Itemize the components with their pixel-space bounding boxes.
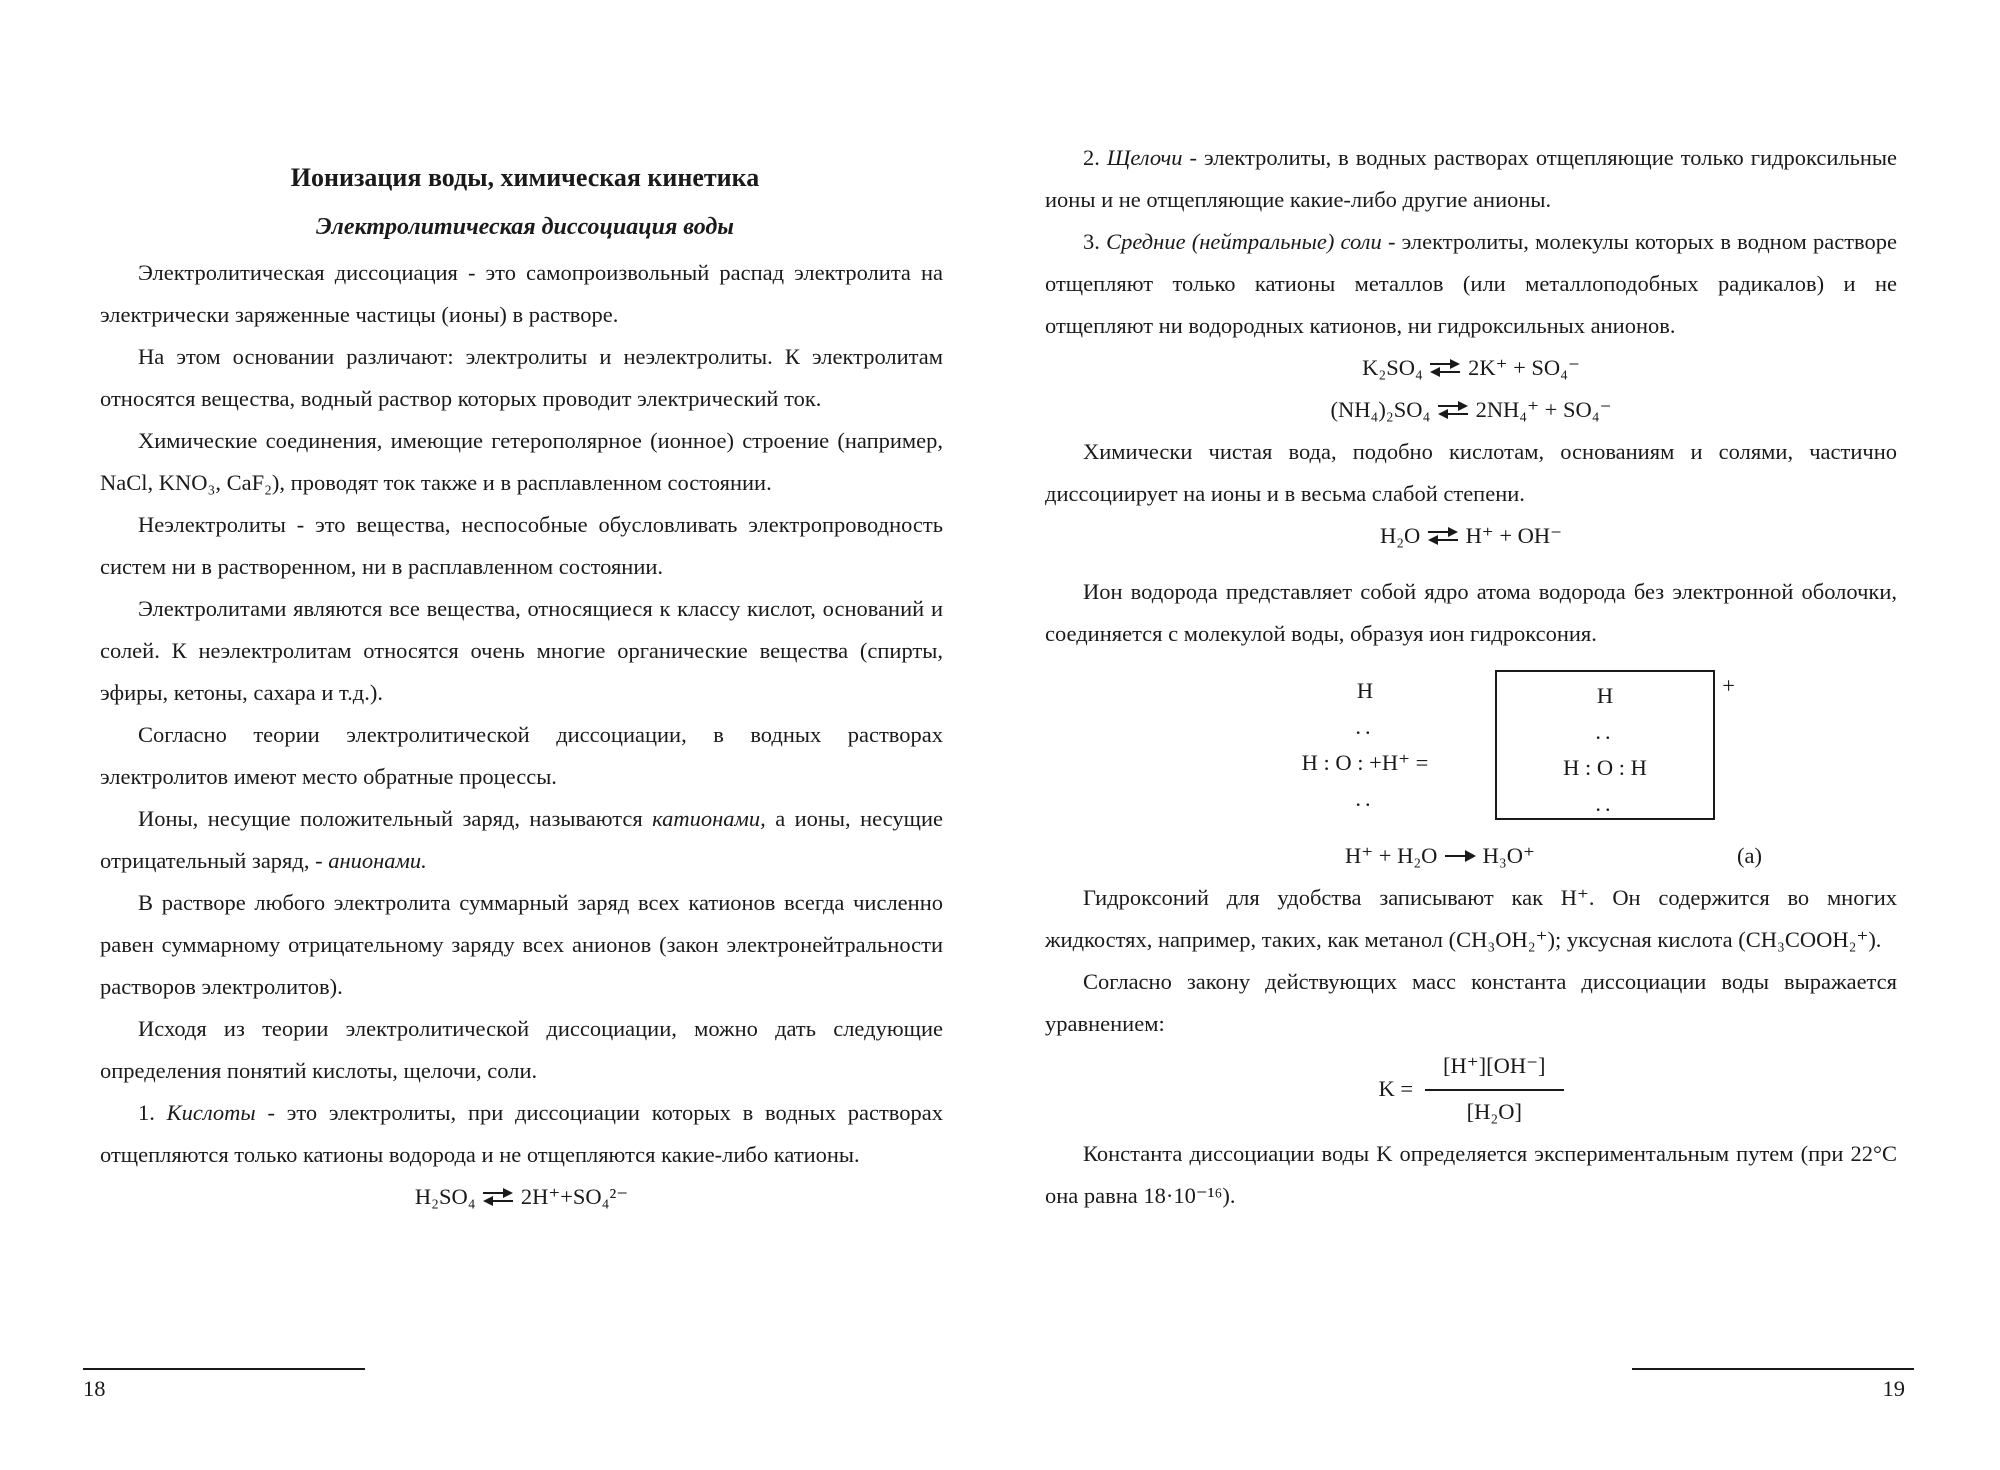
fraction <box>1425 1051 1563 1127</box>
equation-left: H₂O <box>1379 523 1421 548</box>
paragraph: Ион водорода представляет собой ядро атома водорода без электронной оболочки, соединяется с молекулой воды, образуя ион гидроксония. <box>1045 579 1897 646</box>
equation-right: 2K⁺ + SO₄⁻ <box>1468 355 1580 380</box>
equation-left: H₂SO₄ <box>414 1184 476 1209</box>
paragraph: Неэлектролиты - это вещества, неспособные обусловливать электропроводность систем ни в растворенном, ни в расплавленном состоянии. <box>100 512 943 579</box>
lone-pair-top: .. <box>1355 714 1375 739</box>
denominator: [H₂O] <box>1466 1099 1522 1124</box>
text: - электролиты, молекулы которых в водном растворе отщепляют только катионы металлов (или металлоподобных радикалов) и не отщепляют ни водородных катионов, ни гидроксильных анионов. <box>1045 229 1897 338</box>
footer-divider <box>1632 1368 1914 1370</box>
lone-pair-bottom: .. <box>1355 786 1375 811</box>
numerator: [H⁺][OH⁻] <box>1425 1051 1563 1091</box>
equilibrium-arrow-icon <box>1426 526 1460 546</box>
lone-pair-top: .. <box>1595 719 1615 744</box>
right-page <box>1000 0 2000 1470</box>
paragraph: Электролитами являются все вещества, относящиеся к классу кислот, оснований и солей. К неэлектролитам относятся очень многие органические вещества (спирты, эфиры, кетоны, сахара и т.д.). <box>100 596 943 705</box>
text: а ионы, несущие отрицательный заряд, - <box>100 806 943 873</box>
equation-nh4-2so4 <box>1045 389 1897 431</box>
term-salts: Средние (нейтральные) соли <box>1106 229 1382 254</box>
water-reaction: H : O : +H⁺ = <box>1301 750 1429 775</box>
paragraph <box>1045 221 1897 347</box>
equation-right: 2NH₄⁺ + SO₄⁻ <box>1475 397 1612 422</box>
paragraph: Исходя из теории электролитической диссоциации, можно дать следующие определения понятий кислоты, щелочи, соли. <box>100 1016 943 1083</box>
paragraph: Согласно закону действующих масс константа диссоциации воды выражается уравнением: <box>1045 969 1897 1036</box>
paragraph: Гидроксоний для удобства записывают как H⁺. Он содержится во многих жидкостях, например, таких, как метанол (CH₃OH₂⁺); уксусная кислота (CH₃COOH₂⁺). <box>1045 885 1897 952</box>
water-lewis <box>1275 673 1455 817</box>
equation-right: H⁺ + OH⁻ <box>1465 523 1563 548</box>
lone-pair-bottom: .. <box>1595 791 1615 816</box>
term-acids: Кислоты <box>166 1100 256 1125</box>
list-number: 1. <box>138 1100 167 1125</box>
paragraph: Химически чистая вода, подобно кислотам, основаниям и солями, частично диссоциирует на ионы и в весьма слабой степени. <box>1045 439 1897 506</box>
hydronium-bracket <box>1495 670 1735 820</box>
paragraph <box>100 798 943 882</box>
dissociation-constant-formula <box>1045 1051 1897 1127</box>
equilibrium-arrow-icon <box>1436 400 1470 420</box>
page-number: 18 <box>83 1376 106 1401</box>
hydrogen-top: H <box>1356 678 1374 703</box>
left-body <box>100 252 943 1218</box>
section-subtitle: Электролитическая диссоциация воды <box>316 214 734 240</box>
equation-k2so4 <box>1045 347 1897 389</box>
equation-right: H₃O⁺ <box>1482 843 1535 868</box>
equation-hydronium <box>1345 835 1897 877</box>
k-label: K = <box>1378 1076 1414 1101</box>
text: - электролиты, в водных растворах отщепляющие только гидроксильные ионы и не отщепляющие какие-либо другие анионы. <box>1045 145 1897 212</box>
right-arrow-icon <box>1443 846 1477 866</box>
term-cations: катионами, <box>652 806 766 831</box>
paragraph <box>1045 137 1897 221</box>
paragraph: Электролитическая диссоциация - это самопроизвольный распад электролита на электрически заряженные частицы (ионы) в растворе. <box>100 260 943 327</box>
lewis-structure <box>1275 655 1897 835</box>
paragraph <box>100 1092 943 1176</box>
paragraph: Согласно теории электролитической диссоциации, в водных растворах электролитов имеют место обратные процессы. <box>100 722 943 789</box>
page-number: 19 <box>1882 1376 1905 1401</box>
equation-water <box>1045 515 1897 557</box>
hydrogen-top: H <box>1596 683 1614 708</box>
equation-h2so4 <box>100 1176 943 1218</box>
paragraph: В растворе любого электролита суммарный заряд всех катионов всегда численно равен суммарному отрицательному заряду всех анионов (закон электронейтральности растворов электролитов). <box>100 890 943 999</box>
footer-divider <box>83 1368 365 1370</box>
equation-label: (a) <box>1737 843 1762 868</box>
chapter-title: Ионизация воды, химическая кинетика <box>290 163 760 192</box>
equation-left: H⁺ + H₂O <box>1345 843 1438 868</box>
right-body <box>1045 137 1897 1217</box>
list-number: 2. <box>1083 145 1107 170</box>
paragraph: Химические соединения, имеющие гетерополярное (ионное) строение (например, NaCl, KNO₃, CaF₂), проводят ток также и в расплавленном состоянии. <box>100 428 943 495</box>
equilibrium-arrow-icon <box>481 1187 515 1207</box>
text: Ионы, несущие положительный заряд, называются <box>138 806 653 831</box>
term-anions: анионами. <box>328 848 427 873</box>
paragraph: Константа диссоциации воды K определяется экспериментальным путем (при 22°C она равна 18·10⁻¹⁶). <box>1045 1141 1897 1208</box>
term-alkalis: Щелочи <box>1106 145 1183 170</box>
equation-left: K₂SO₄ <box>1362 355 1423 380</box>
equilibrium-arrow-icon <box>1428 358 1462 378</box>
hydronium-middle: H : O : H <box>1563 755 1647 780</box>
equation-left: (NH₄)₂SO₄ <box>1330 397 1431 422</box>
equation-body <box>1345 835 1737 877</box>
paragraph: На этом основании различают: электролиты и неэлектролиты. К электролитам относятся вещества, водный раствор которых проводит электрический ток. <box>100 344 943 411</box>
positive-charge: + <box>1722 673 1735 698</box>
list-number: 3. <box>1083 229 1107 254</box>
equation-right: 2H⁺+SO₄²⁻ <box>520 1184 629 1209</box>
text: - это электролиты, при диссоциации которых в водных растворах отщепляются только катионы водорода и не отщепляются какие-либо катионы. <box>100 1100 944 1167</box>
